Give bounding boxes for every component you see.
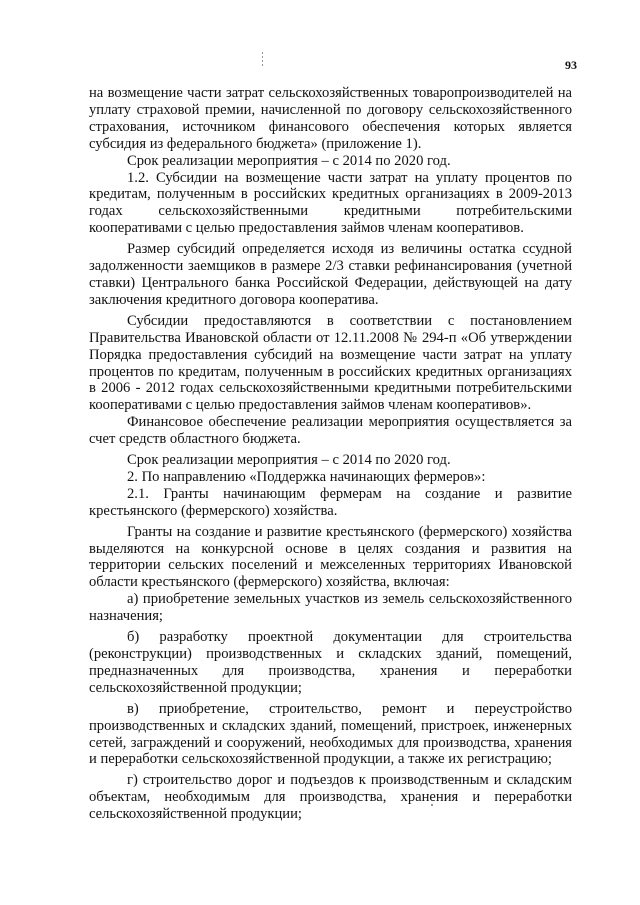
list-item-v: в) приобретение, строительство, ремонт и переустройство производственных и складских зданий, помещений, пристроек, инженерных сетей, заграждений и сооружений, необходимых для производства, хранения и переработки сельскохозяйственной продукции, а также их регистрацию; (89, 700, 572, 768)
list-item-b: б) разработку проектной документации для строительства (реконструкции) производственных и складских зданий, помещений, предназначенных для производства, хранения и переработки сельскохозяйственной продукции; (89, 629, 572, 696)
paragraph-funding: Финансовое обеспечение реализации мероприятия осуществляется за счет средств областного бюджета. (89, 414, 572, 448)
paragraph-subsidy-basis: Субсидии предоставляются в соответствии с постановлением Правительства Ивановской области от 12.11.2008 № 294-п «Об утверждении Порядка предоставления субсидий на возмещение части затрат на уплату процентов по кредитам, полученным в российских кредитных организациях в 2006 - 2012 годах сельскохозяйственными кредитными потребительскими кооперативами с целью предоставления займов членам кооперативов». (89, 312, 572, 414)
scan-artifact-mark (262, 52, 263, 66)
paragraph-item-2-1: 2.1. Гранты начинающим фермерам на создание и развитие крестьянского (фермерского) хозяйства. (89, 485, 572, 519)
paragraph-term-2: Срок реализации мероприятия – с 2014 по 2020 год. (127, 452, 451, 469)
paragraph-grants: Гранты на создание и развитие крестьянского (фермерского) хозяйства выделяются на конкурсной основе в целях создания и развития на территории сельских поселений и межселенных территориях Ивановской области крестьянского (фермерского) хозяйства, включая: (89, 523, 572, 591)
paragraph-term-1: Срок реализации мероприятия – с 2014 по 2020 год. (127, 152, 451, 169)
list-item-a: а) приобретение земельных участков из земель сельскохозяйственного назначения; (89, 591, 572, 625)
paragraph-item-1-2: 1.2. Субсидии на возмещение части затрат на уплату процентов по кредитам, полученным в российских кредитных организациях в 2009-2013 годах сельскохозяйственными кредитными потребительскими кооперативами с целью предоставления займов членам кооперативов. (89, 169, 572, 237)
paragraph-direction-2: 2. По направлению «Поддержка начинающих фермеров»: (127, 468, 486, 485)
page-number: 93 (565, 58, 577, 72)
paragraph-subsidy-size: Размер субсидий определяется исходя из величины остатка ссудной задолженности заемщиков в размере 2/3 ставки рефинансирования (учетной ставки) Центрального банка Российской Федерации, действующей на дату заключения кредитного договора кооператива. (89, 241, 572, 308)
document-body (89, 85, 572, 823)
list-item-g: г) строительство дорог и подъездов к производственным и складским объектам, необходимым для производства, хранения и переработки сельскохозяйственной продукции; (89, 772, 572, 823)
paragraph-continuation: на возмещение части затрат сельскохозяйственных товаропроизводителей на уплату страховой премии, начисленной по договору сельскохозяйственного страхования, источником финансового обеспечения которых является субсидия из федерального бюджета» (приложение 1). (89, 85, 572, 152)
